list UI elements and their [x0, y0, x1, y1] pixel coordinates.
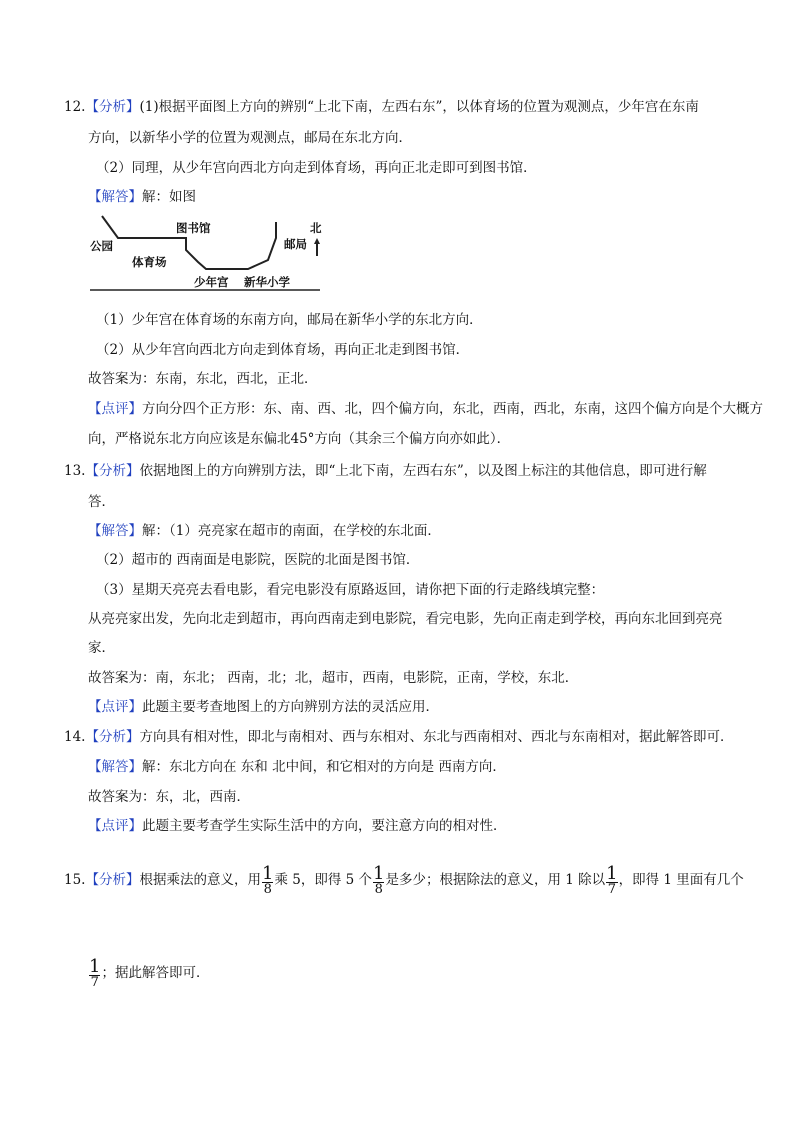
q13-answer-tag: 【解答】 — [88, 523, 142, 539]
q13-analysis-line-2: 答． — [88, 494, 115, 510]
q15-number: 15. — [64, 872, 86, 888]
q13-comment-tag: 【点评】 — [88, 699, 142, 715]
q12-final-answer: 故答案为：东南，东北，西北，正北． — [88, 371, 318, 387]
q15-text-4: ，即得 1 里面有几个 — [618, 872, 744, 888]
q13-answer-5: 家． — [88, 640, 115, 656]
q12-analysis-text-1: (1)根据平面图上方向的辨别“上北下南，左西右东”，以体育场的位置为观测点，少年宫在东南 — [139, 99, 699, 115]
q14-comment-tag: 【点评】 — [88, 818, 142, 834]
fraction-one-eighth-2: $\frac{1}{8}$ — [373, 862, 385, 897]
q13-comment-line — [88, 697, 439, 717]
q12-answer-1: （1）少年宫在体育场的东南方向，邮局在新华小学的东北方向． — [96, 312, 483, 328]
q13-analysis-line-1 — [64, 461, 707, 481]
q15-text-5: ；据此解答即可． — [101, 965, 210, 981]
q14-analysis-tag: 【分析】 — [85, 729, 140, 745]
q15-text-1: 根据乘法的意义，用 — [139, 872, 261, 888]
q13-answer-2: （2）超市的 西南面是电影院，医院的北面是图书馆． — [96, 552, 420, 568]
q12-analysis-tag: 【分析】 — [85, 99, 140, 115]
stadium-label: 体育场 — [132, 255, 167, 269]
q14-comment-line — [88, 816, 507, 836]
q14-answer-text: 解：东北方向在 东和 北中间，和它相对的方向是 西南方向． — [142, 759, 506, 775]
q13-final-answer: 故答案为：南，东北； 西南，北；北，超市，西南，电影院，正南，学校，东北． — [88, 670, 579, 686]
q13-analysis-tag: 【分析】 — [85, 463, 140, 479]
q15-analysis-tag: 【分析】 — [85, 872, 140, 888]
q13-comment-text: 此题主要考查地图上的方向辨别方法的灵活应用． — [142, 699, 439, 715]
fraction-one-seventh-2: $\frac{1}{7}$ — [89, 955, 101, 990]
q12-comment-tag: 【点评】 — [88, 401, 142, 417]
q12-analysis-line-1 — [64, 97, 699, 117]
q12-answer-line — [88, 187, 196, 207]
youth-palace-label: 少年宫 — [194, 275, 229, 289]
q12-analysis-line-3: （2）同理，从少年宫向西北方向走到体育场，再向正北走即可到图书馆． — [96, 160, 537, 176]
q15-text-3: 是多少；根据除法的意义，用 1 除以 — [385, 872, 606, 888]
q14-number: 14. — [64, 729, 86, 745]
q12-route-map — [88, 212, 320, 294]
q13-answer-line-1 — [88, 521, 441, 541]
q13-number: 13. — [64, 463, 86, 479]
q13-answer-3: （3）星期天亮亮去看电影，看完电影没有原路返回，请你把下面的行走路线填完整： — [96, 582, 605, 598]
q13-analysis-text-1: 依据地图上的方向辨别方法，即“上北下南，左西右东”，以及图上标注的其他信息，即可进行解 — [139, 463, 707, 479]
q14-analysis-text: 方向具有相对性，即北与南相对、西与东相对、东北与西南相对、西北与东南相对，据此解答即可． — [139, 729, 734, 745]
q14-analysis-line — [64, 727, 733, 747]
library-label: 图书馆 — [176, 221, 211, 235]
q12-comment-text-1: 方向分四个正方形：东、南、西、北，四个偏方向，东北，西南，西北，东南，这四个偏方向是个大概方 — [142, 401, 763, 417]
q14-answer-tag: 【解答】 — [88, 759, 142, 775]
q14-answer-line — [88, 757, 506, 777]
q12-answer-intro: 解：如图 — [142, 189, 196, 205]
north-label: 北 — [310, 221, 322, 235]
post-office-label: 邮局 — [284, 237, 307, 251]
q12-number: 12. — [64, 99, 86, 115]
q14-comment-text: 此题主要考查学生实际生活中的方向，要注意方向的相对性． — [142, 818, 507, 834]
q14-final-answer: 故答案为：东，北，西南． — [88, 789, 250, 805]
q12-comment-line-2: 向，严格说东北方向应该是东偏北45°方向（其余三个偏方向亦如此）． — [88, 431, 511, 447]
q12-answer-2: （2）从少年宫向西北方向走到体育场，再向正北走到图书馆． — [96, 342, 470, 358]
q13-answer-text-1: 解：（1）亮亮家在超市的南面，在学校的东北面． — [142, 523, 441, 539]
q12-answer-tag: 【解答】 — [88, 189, 142, 205]
q15-analysis-line — [64, 862, 744, 898]
fraction-one-seventh: $\frac{1}{7}$ — [606, 862, 618, 897]
park-label: 公园 — [90, 239, 113, 253]
q13-answer-4: 从亮亮家出发，先向北走到超市，再向西南走到电影院，看完电影，先向正南走到学校，再向东北回到亮亮 — [88, 611, 723, 627]
q15-continuation-line — [88, 955, 209, 991]
xinhua-school-label: 新华小学 — [244, 275, 290, 289]
fraction-one-eighth: $\frac{1}{8}$ — [261, 862, 274, 897]
q12-analysis-line-2: 方向，以新华小学的位置为观测点，邮局在东北方向． — [88, 130, 412, 146]
q15-text-2: 乘 5，即得 5 个 — [274, 872, 372, 888]
q12-comment-line-1 — [88, 399, 763, 419]
